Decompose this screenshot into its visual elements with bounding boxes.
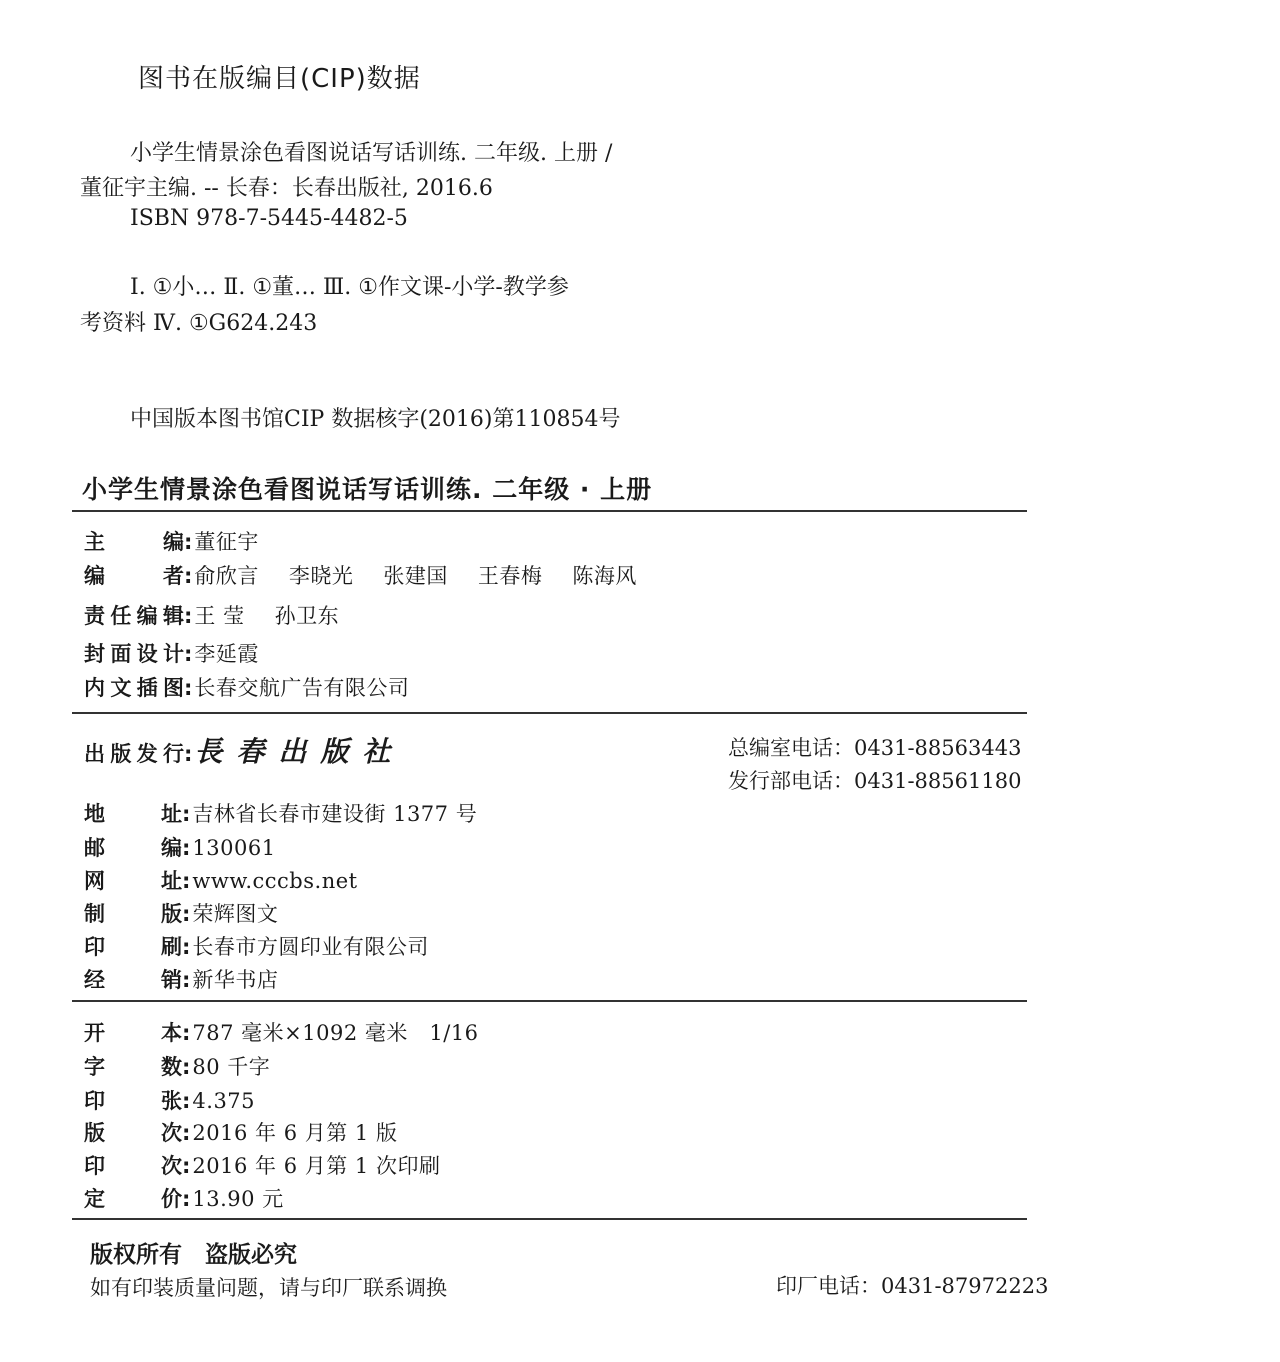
editor-name: 陈海风 [572,564,637,588]
spec-value: 787 毫米×1092 毫米 1/16 [192,1021,479,1045]
credit-illustration: 内 文 插 图 : 长春交航广告有限公司 [84,676,410,700]
cip-isbn-line: ISBN 978-7-5445-4482-5 [130,206,408,231]
divider [72,1218,1027,1220]
spec-label: 版 次 [84,1121,182,1145]
spec-row: 印 次 : 2016 年 6 月第 1 次印刷 [84,1154,441,1178]
quality-note: 如有印装质量问题，请与印厂联系调换 [90,1276,447,1300]
info-row: 邮 编 : 130061 [84,836,276,860]
editor-name: 王春梅 [477,564,543,588]
publisher-label: 出 版 发 行 [84,742,184,766]
spec-value: 2016 年 6 月第 1 次印刷 [192,1154,441,1178]
spec-label: 开 本 [84,1021,182,1045]
info-label: 邮 编 [84,836,182,860]
spec-row: 印 张 : 4.375 [84,1089,256,1113]
credit-cover-design: 封 面 设 计 : 李延霞 [84,642,259,666]
info-row: 制 版 : 荣辉图文 [84,902,279,926]
book-title: 小学生情景涂色看图说话写话训练. 二年级 · 上册 [82,475,653,504]
cip-classification-line: Ⅰ. ①小… Ⅱ. ①董… Ⅲ. ①作文课-小学-教学参 [130,275,569,300]
spec-row: 开 本 : 787 毫米×1092 毫米 1/16 [84,1021,479,1045]
credit-value: 李延霞 [194,642,259,666]
spec-label: 字 数 [84,1055,182,1079]
cip-classification-line-cont: 考资料 Ⅳ. ①G624.243 [80,311,318,336]
info-value: 吉林省长春市建设街 1377 号 [192,802,478,826]
copyright-notice: 版权所有 盗版必究 [90,1242,297,1268]
credit-label: 封 面 设 计 [84,642,184,666]
distribution-phone: 发行部电话：0431-88561180 [728,769,1022,793]
publisher-logo: 長春出版社 [194,735,405,768]
info-row: 地 址 : 吉林省长春市建设街 1377 号 [84,802,478,826]
credit-value: 董征宇 [194,530,259,554]
info-label: 制 版 [84,902,182,926]
info-website: www.cccbs.net [192,869,358,893]
spec-value: 13.90 元 [192,1187,284,1211]
cip-heading: 图书在版编目(CIP)数据 [138,64,421,94]
editor-name: 李晓光 [288,564,354,588]
cip-editor-line: 董征宇主编. -- 长春：长春出版社, 2016.6 [80,176,493,201]
info-row: 经 销 : 新华书店 [84,968,279,992]
credit-responsible-editor: 责 任 编 辑 : 王 莹 孙卫东 [84,604,340,628]
info-label: 经 销 [84,968,182,992]
responsible-editor-name: 王 莹 [194,604,245,628]
divider [72,1000,1027,1002]
spec-value: 2016 年 6 月第 1 版 [192,1121,398,1145]
editor-name: 张建国 [383,564,448,588]
credit-value: 长春交航广告有限公司 [194,676,410,700]
publisher-row: 出 版 发 行 : 長春出版社 [84,735,405,768]
spec-value: 4.375 [192,1089,256,1113]
spec-label: 印 张 [84,1089,182,1113]
spec-label: 印 次 [84,1154,182,1178]
credit-chief-editor: 主 编 : 董征宇 [84,530,259,554]
info-label: 地 址 [84,802,182,826]
info-row: 网 址 : www.cccbs.net [84,869,358,893]
spec-row: 定 价 : 13.90 元 [84,1187,284,1211]
divider [72,510,1027,512]
responsible-editor-name: 孙卫东 [274,604,340,628]
info-row: 印 刷 : 长春市方圆印业有限公司 [84,935,429,959]
info-label: 印 刷 [84,935,182,959]
cip-record-number: 中国版本图书馆CIP 数据核字(2016)第110854号 [130,407,621,432]
credit-editors: 编 者 : 俞欣言 李晓光 张建国 王春梅 陈海风 [84,564,637,588]
info-value: 荣辉图文 [192,902,279,926]
spec-row: 版 次 : 2016 年 6 月第 1 版 [84,1121,398,1145]
spec-label: 定 价 [84,1187,182,1211]
info-value: 长春市方圆印业有限公司 [192,935,429,959]
credit-label: 主 编 [84,530,184,554]
editor-name: 俞欣言 [194,564,259,588]
spec-value: 80 千字 [192,1055,271,1079]
info-value: 新华书店 [192,968,279,992]
spec-row: 字 数 : 80 千字 [84,1055,271,1079]
cip-title-line: 小学生情景涂色看图说话写话训练. 二年级. 上册 / [130,141,613,166]
divider [72,712,1027,714]
credit-label: 编 者 [84,564,184,588]
printer-phone: 印厂电话：0431-87972223 [776,1274,1049,1298]
credit-label: 内 文 插 图 [84,676,184,700]
info-label: 网 址 [84,869,182,893]
editorial-phone: 总编室电话：0431-88563443 [728,736,1022,760]
credit-label: 责 任 编 辑 [84,604,184,628]
info-value: 130061 [192,836,276,860]
